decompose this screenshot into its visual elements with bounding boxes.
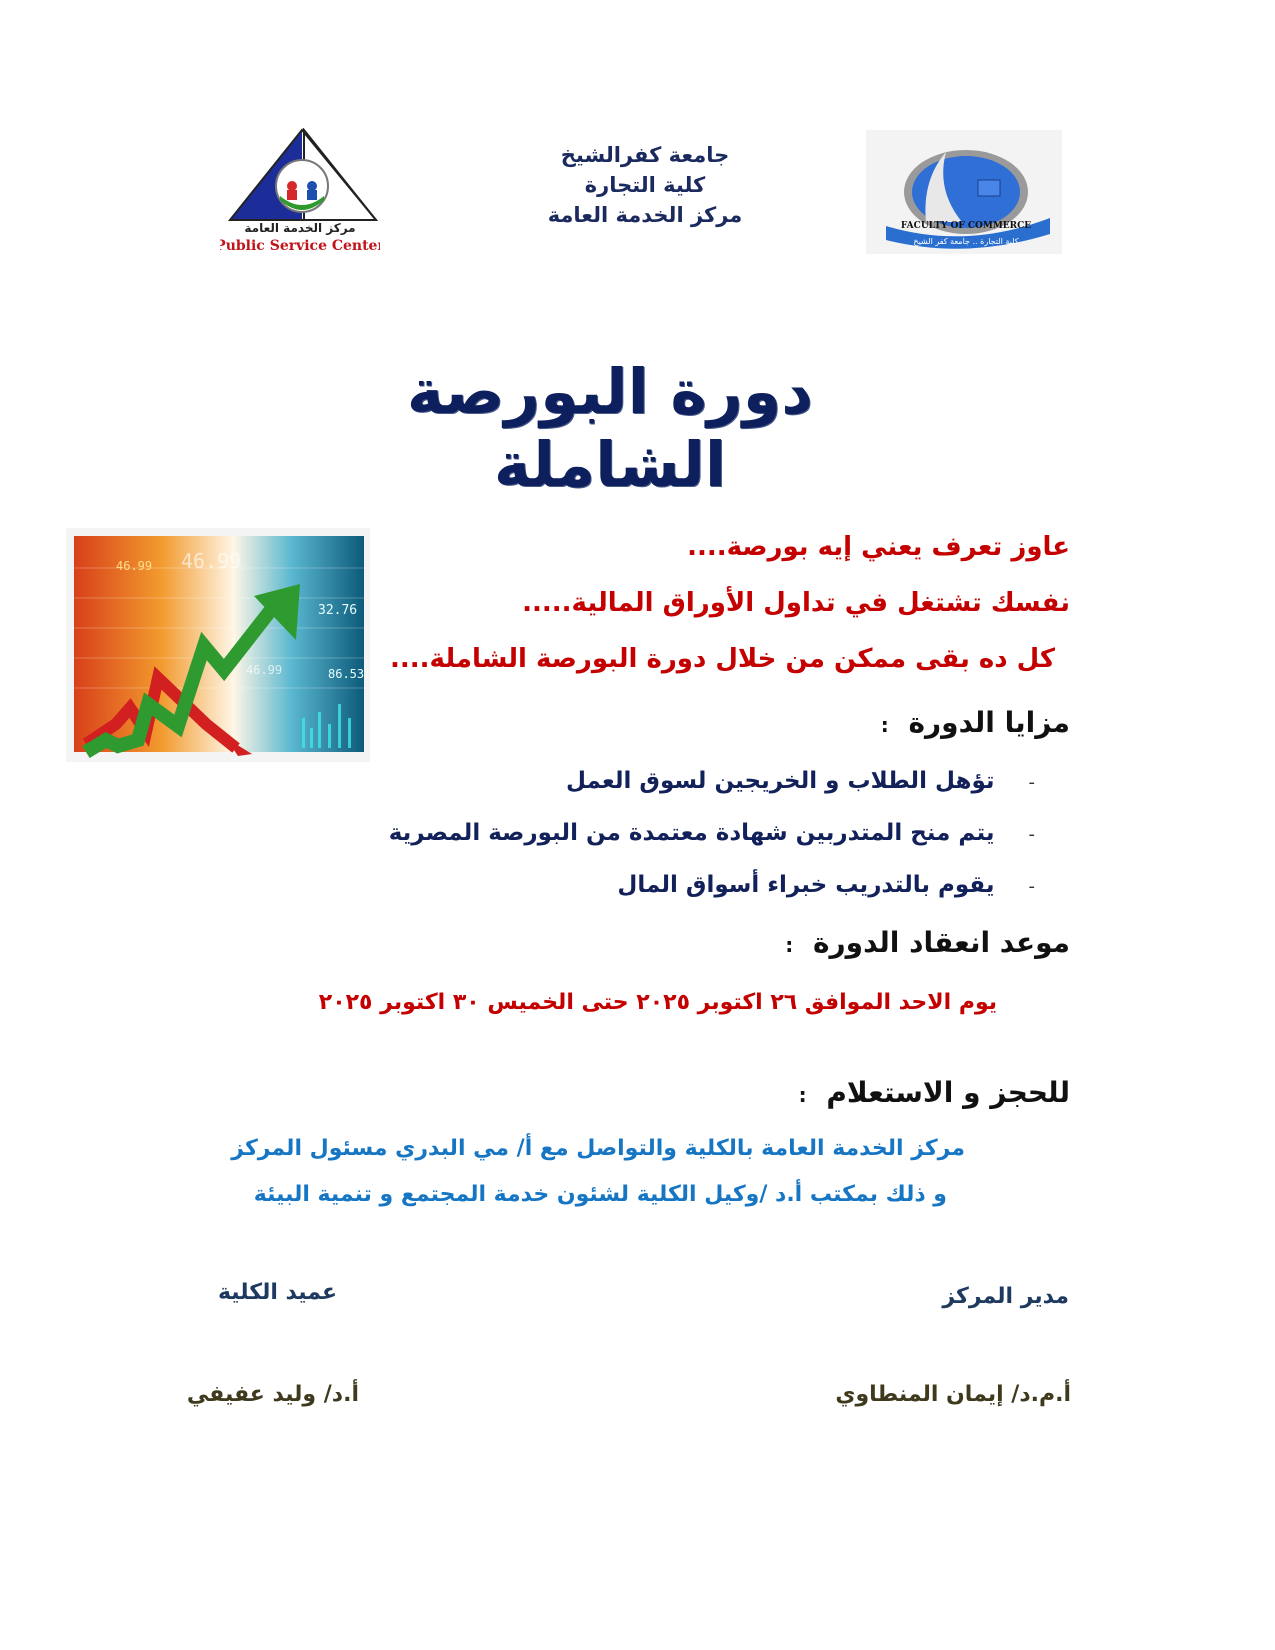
faculty-name: كلية التجارة: [584, 173, 706, 197]
page-title: دورة البورصة الشاملة: [406, 355, 814, 501]
svg-text:مركز الخدمة العامة: مركز الخدمة العامة: [244, 221, 356, 235]
institution-header: [480, 140, 810, 230]
advantage-item: -تؤهل الطلاب و الخريجين لسوق العمل: [565, 768, 1035, 794]
advantage-item: -يتم منح المتدربين شهادة معتمدة من البورصة المصرية: [388, 820, 1035, 846]
svg-text:46.99: 46.99: [246, 663, 283, 677]
faculty-of-commerce-logo: [866, 130, 1062, 254]
intro-line-1: عاوز تعرف يعني إيه بورصة....: [687, 532, 1070, 562]
booking-heading: للحجز و الاستعلام :: [798, 1076, 1070, 1109]
booking-office-line: و ذلك بمكتب أ.د /وكيل الكلية لشئون خدمة المجتمع و تنمية البيئة: [253, 1182, 947, 1207]
center-name: مركز الخدمة العامة: [547, 203, 743, 227]
svg-text:Public Service Center: Public Service Center: [220, 238, 380, 254]
svg-text:FACULTY OF COMMERCE: FACULTY OF COMMERCE: [900, 221, 1032, 231]
svg-text:32.76: 32.76: [318, 603, 358, 618]
advantages-heading: مزايا الدورة :: [880, 706, 1070, 739]
schedule-dates: يوم الاحد الموافق ٢٦ اكتوبر ٢٠٢٥ حتى الخميس ٣٠ اكتوبر ٢٠٢٥: [318, 990, 997, 1015]
svg-text:46.99: 46.99: [116, 559, 153, 573]
schedule-heading: موعد انعقاد الدورة :: [785, 926, 1070, 959]
svg-text:كلية التجارة .. جامعة كفر الشي: كلية التجارة .. جامعة كفر الشيخ: [913, 237, 1019, 246]
intro-line-2: نفسك تشتغل في تداول الأوراق المالية.....: [522, 588, 1070, 618]
stock-market-image: [66, 528, 370, 762]
center-director-name: أ.م.د/ إيمان المنطاوي: [835, 1382, 1071, 1407]
dean-name: أ.د/ وليد عفيفي: [186, 1382, 359, 1407]
public-service-center-logo: [220, 128, 380, 258]
center-director-title: مدير المركز: [942, 1284, 1069, 1309]
svg-text:46.99: 46.99: [181, 549, 242, 573]
intro-line-3: كل ده بقى ممكن من خلال دورة البورصة الشاملة....: [390, 644, 1055, 674]
dean-title: عميد الكلية: [217, 1280, 337, 1305]
advantage-item: -يقوم بالتدريب خبراء أسواق المال: [617, 872, 1035, 898]
booking-contact-line: مركز الخدمة العامة بالكلية والتواصل مع أ/ مي البدري مسئول المركز: [231, 1136, 965, 1161]
svg-text:86.53: 86.53: [328, 667, 365, 681]
university-name: جامعة كفرالشيخ: [560, 143, 730, 167]
